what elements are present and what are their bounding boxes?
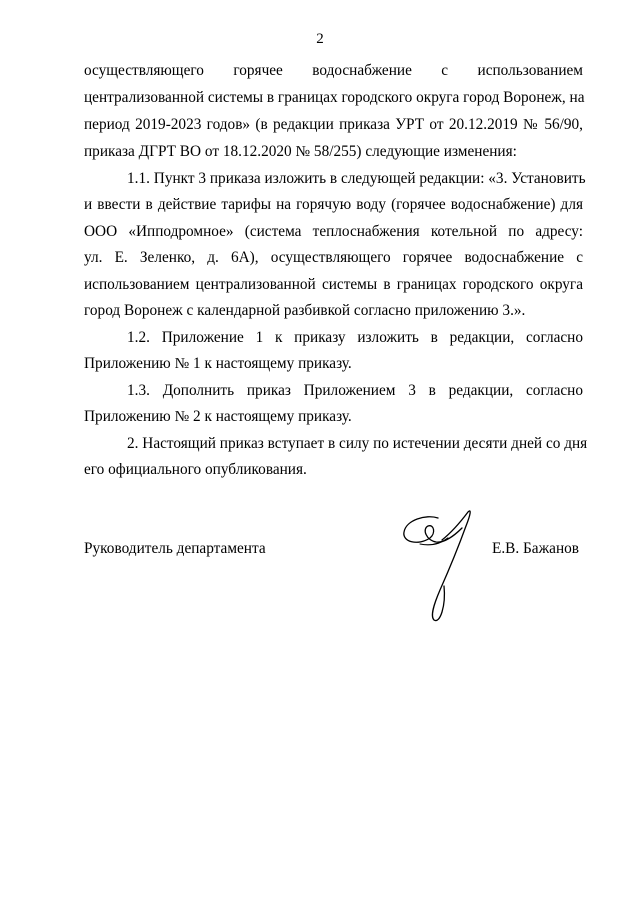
body-line-7: ООО «Ипподромное» (система теплоснабжения котельной по адресу: [84, 223, 583, 240]
body-line-16: его официального опубликования. [84, 461, 307, 478]
body-line-11: 1.2. Приложение 1 к приказу изложить в редакции, согласно [127, 329, 583, 346]
body-line-9: использованием централизованной системы в границах городского округа [84, 276, 583, 293]
body-line-1: осуществляющего горячее водоснабжение с использованием [84, 62, 583, 79]
handwritten-signature [396, 506, 476, 626]
body-line-15: 2. Настоящий приказ вступает в силу по истечении десяти дней со дня [127, 435, 588, 452]
signatory-name: Е.В. Бажанов [492, 540, 580, 557]
body-line-14: Приложению № 2 к настоящему приказу. [84, 408, 352, 425]
body-line-13: 1.3. Дополнить приказ Приложением 3 в редакции, согласно [127, 382, 583, 399]
body-line-12: Приложению № 1 к настоящему приказу. [84, 355, 352, 372]
body-line-8: ул. Е. Зеленко, д. 6А), осуществляющего горячее водоснабжение с [84, 249, 583, 266]
body-line-2: централизованной системы в границах городского округа город Воронеж, на [84, 89, 585, 106]
body-line-5: 1.1. Пункт 3 приказа изложить в следующей редакции: «3. Установить [127, 170, 586, 187]
body-line-10: город Воронеж с календарной разбивкой согласно приложению 3.». [84, 302, 526, 319]
body-line-4: приказа ДГРТ ВО от 18.12.2020 № 58/255) следующие изменения: [84, 143, 517, 160]
page-number: 2 [316, 31, 324, 47]
body-line-6: и ввести в действие тарифы на горячую воду (горячее водоснабжение) для [84, 196, 583, 213]
body-line-3: период 2019-2023 годов» (в редакции приказа УРТ от 20.12.2019 № 56/90, [84, 116, 583, 133]
signatory-role: Руководитель департамента [84, 540, 266, 557]
